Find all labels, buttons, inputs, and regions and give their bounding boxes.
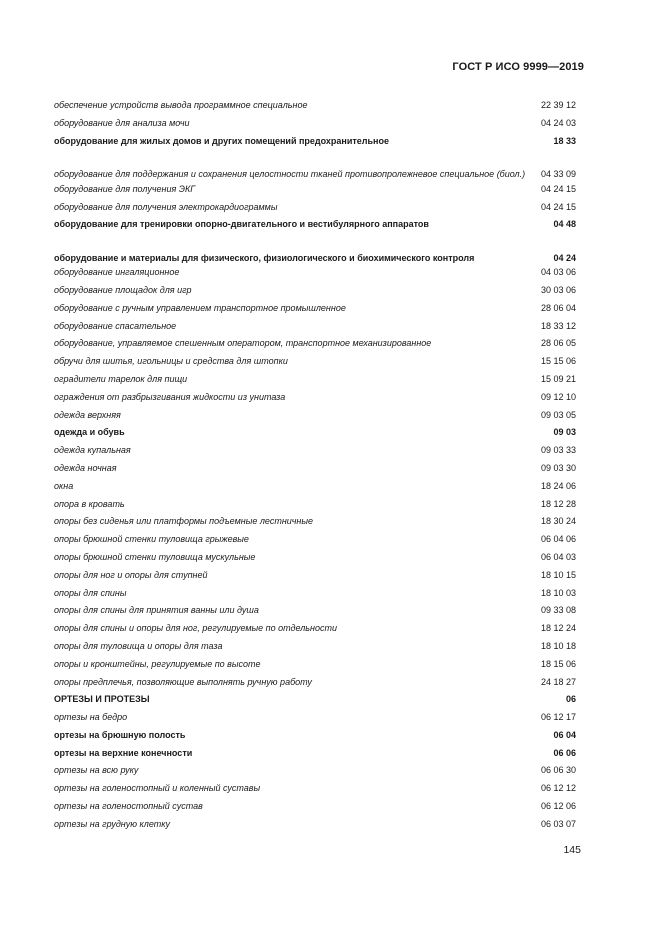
index-entry — [54, 371, 576, 389]
index-entry — [54, 97, 576, 115]
index-term: опоры для ног и опоры для ступней — [54, 569, 208, 580]
index-term: ортезы на брюшную полость — [54, 729, 186, 740]
index-code: 15 09 21 — [540, 373, 576, 384]
index-entry — [54, 460, 576, 478]
index-term: ОРТЕЗЫ И ПРОТЕЗЫ — [54, 694, 150, 705]
index-code: 04 48 — [553, 219, 576, 230]
index-term: опора в кровать — [54, 498, 125, 509]
index-code: 06 12 06 — [540, 801, 576, 812]
index-code: 18 30 24 — [540, 516, 576, 527]
index-entry — [54, 709, 576, 727]
index-entry — [54, 566, 576, 584]
index-code: 30 03 06 — [540, 284, 576, 295]
index-term: одежда купальная — [54, 445, 131, 456]
index-term: опоры для спины — [54, 587, 127, 598]
index-code: 18 33 12 — [540, 320, 576, 331]
index-code: 06 06 30 — [540, 765, 576, 776]
index-term: одежда ночная — [54, 462, 117, 473]
index-entry — [54, 513, 576, 531]
index-term: оборудование ингаляционное — [54, 267, 180, 278]
index-code: 18 12 28 — [540, 498, 576, 509]
index-entry — [54, 388, 576, 406]
index-entry — [54, 264, 576, 282]
index-term: оборудование для получения электрокардиограммы — [54, 201, 278, 212]
index-code: 18 33 — [553, 135, 576, 146]
index-code: 06 04 — [553, 729, 576, 740]
index-entry — [54, 762, 576, 780]
page-number: 145 — [563, 844, 581, 856]
index-entry — [54, 584, 576, 602]
index-code: 18 10 18 — [540, 640, 576, 651]
index-entry — [54, 495, 576, 513]
index-term: оборудование для жилых домов и других помещений предохранительное — [54, 135, 389, 146]
index-term: оборудование для поддержания и сохранения целостности тканей противопролежневое специальное (биол.) — [54, 169, 526, 180]
index-entry — [54, 133, 576, 151]
index-term: опоры брюшной стенки туловища грыжевые — [54, 534, 249, 545]
index-code: 06 04 06 — [540, 534, 576, 545]
index-entry — [54, 744, 576, 762]
index-term: ортезы на грудную клетку — [54, 818, 170, 829]
index-code: 09 03 30 — [540, 462, 576, 473]
index-term: оборудование спасательное — [54, 320, 177, 331]
index-entry — [54, 335, 576, 353]
index-term: опоры без сиденья или платформы подъемные лестничные — [54, 516, 314, 527]
index-code: 24 18 27 — [540, 676, 576, 687]
index-term: обручи для шитья, игольницы и средства для штопки — [54, 356, 288, 367]
index-entry — [54, 798, 576, 816]
index-term: опоры и кронштейны, регулируемые по высоте — [54, 658, 261, 669]
index-entry — [54, 282, 576, 300]
index-term: оборудование и материалы для физического, физиологического и биохимического контроля — [54, 252, 475, 263]
index-code: 06 — [565, 694, 576, 705]
index-entry — [54, 691, 576, 709]
index-entry — [54, 602, 576, 620]
index-term: оборудование для тренировки опорно-двигательного и вестибулярного аппаратов — [54, 219, 429, 230]
index-entry — [54, 424, 576, 442]
index-entry — [54, 620, 576, 638]
index-entry — [54, 727, 576, 745]
index-code: 09 03 05 — [540, 409, 576, 420]
index-entry — [54, 442, 576, 460]
index-entry — [54, 780, 576, 798]
index-term: опоры для спины и опоры для ног, регулируемые по отдельности — [54, 623, 337, 634]
index-term: оборудование, управляемое спешенным оператором, транспортное механизированное — [54, 338, 432, 349]
index-entry — [54, 150, 576, 180]
index-code: 04 24 15 — [540, 201, 576, 212]
index-code: 06 06 — [553, 747, 576, 758]
index-term: оборудование для анализа мочи — [54, 118, 190, 129]
index-entry — [54, 353, 576, 371]
index-code: 18 10 03 — [540, 587, 576, 598]
index-code: 18 15 06 — [540, 658, 576, 669]
index-entry — [54, 299, 576, 317]
index-code: 28 06 04 — [540, 302, 576, 313]
index-entry — [54, 317, 576, 335]
index-entry — [54, 531, 576, 549]
index-term: ортезы на бедро — [54, 712, 128, 723]
index-term: оборудование для получения ЭКГ — [54, 183, 196, 194]
index-code: 28 06 05 — [540, 338, 576, 349]
index-code: 04 24 15 — [540, 183, 576, 194]
index-code: 18 12 24 — [540, 623, 576, 634]
index-entry — [54, 115, 576, 133]
index-term: опоры предплечья, позволяющие выполнять ручную работу — [54, 676, 312, 687]
index-code: 06 04 03 — [540, 551, 576, 562]
index-code: 06 03 07 — [540, 818, 576, 829]
index-code: 09 12 10 — [540, 391, 576, 402]
index-entry — [54, 216, 576, 234]
index-entry — [54, 180, 576, 198]
index-term: обеспечение устройств вывода программное специальное — [54, 100, 308, 111]
index-entry — [54, 477, 576, 495]
index-term: окна — [54, 480, 74, 491]
index-term: одежда и обувь — [54, 427, 125, 438]
index-term: ортезы на верхние конечности — [54, 747, 193, 758]
index-entry — [54, 655, 576, 673]
index-term: ортезы на голеностопный и коленный суставы — [54, 783, 261, 794]
document-header: ГОСТ Р ИСО 9999—2019 — [452, 61, 584, 73]
index-term: одежда верхняя — [54, 409, 121, 420]
index-term: ограждения от разбрызгивания жидкости из унитаза — [54, 391, 286, 402]
index-code: 15 15 06 — [540, 356, 576, 367]
index-entry — [54, 673, 576, 691]
index-code: 18 10 15 — [540, 569, 576, 580]
index-code: 22 39 12 — [540, 100, 576, 111]
index-term: опоры брюшной стенки туловища мускульные — [54, 551, 256, 562]
index-code: 09 03 — [553, 427, 576, 438]
index-list — [54, 97, 576, 833]
index-code: 18 24 06 — [540, 480, 576, 491]
index-code: 09 33 08 — [540, 605, 576, 616]
index-term: оградители тарелок для пищи — [54, 373, 188, 384]
index-entry — [54, 815, 576, 833]
index-term: оборудование с ручным управлением транспортное промышленное — [54, 302, 346, 313]
index-code: 04 24 — [553, 252, 576, 263]
index-code: 06 12 12 — [540, 783, 576, 794]
index-term: ортезы на голеностопный сустав — [54, 801, 203, 812]
index-entry — [54, 234, 576, 264]
index-entry — [54, 406, 576, 424]
index-term: оборудование площадок для игр — [54, 284, 192, 295]
index-code: 04 03 06 — [540, 267, 576, 278]
index-code: 04 33 09 — [540, 169, 576, 180]
index-term: ортезы на всю руку — [54, 765, 139, 776]
index-entry — [54, 198, 576, 216]
index-code: 06 12 17 — [540, 712, 576, 723]
index-entry — [54, 638, 576, 656]
index-term: опоры для спины для принятия ванны или душа — [54, 605, 259, 616]
index-term: опоры для туловища и опоры для таза — [54, 640, 223, 651]
index-code: 09 03 33 — [540, 445, 576, 456]
index-entry — [54, 549, 576, 567]
index-code: 04 24 03 — [540, 118, 576, 129]
